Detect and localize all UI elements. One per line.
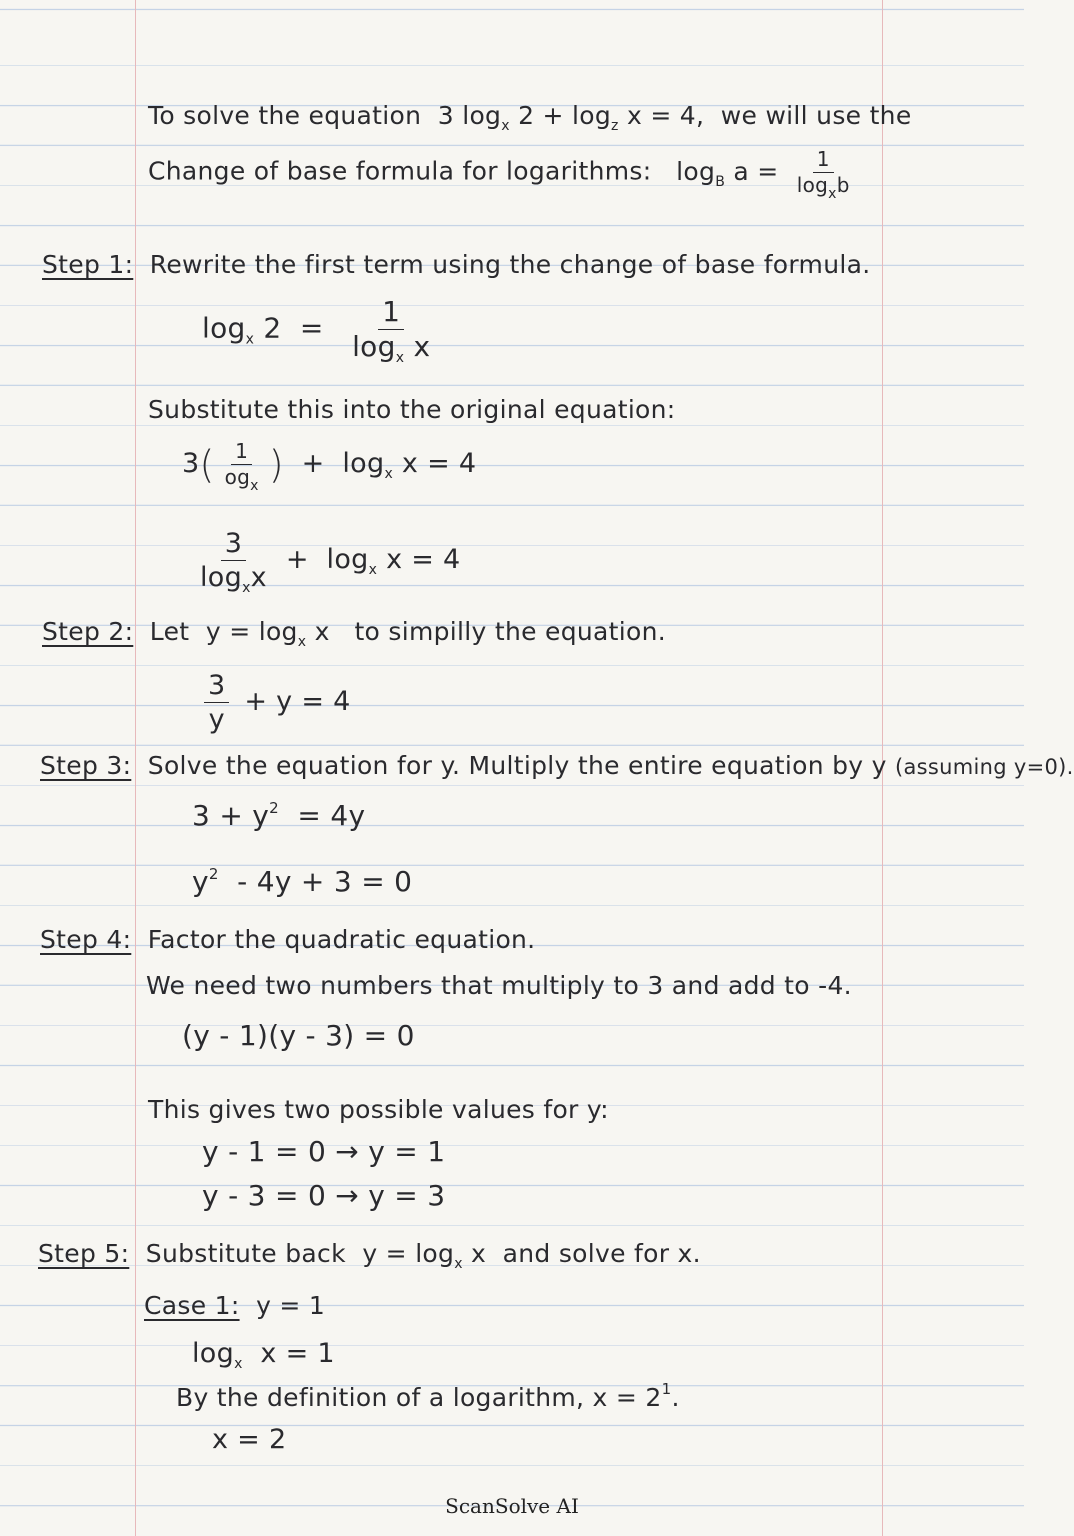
step4-heading: Step 4: Factor the quadratic equation. bbox=[40, 925, 536, 954]
factored-equation: (y - 1)(y - 3) = 0 bbox=[182, 1019, 415, 1052]
intro-line-2: Change of base formula for logarithms: $\log_B a$ = $\frac{1}{\log_xb}$ bbox=[148, 148, 860, 197]
substituted-equation-1: 3( $\frac{1}{og_x}$ ) + $\log_x x = 4$ bbox=[182, 439, 477, 494]
intro-line-1: To solve the equation 3 $\log_x 2 + \log_z x = 4$, we will use the bbox=[148, 101, 912, 134]
step1-heading: Step 1: Rewrite the first term using the change of base formula. bbox=[42, 250, 871, 279]
definition-text: By the definition of a logarithm, $x = 2^1$. bbox=[176, 1380, 680, 1412]
step2-heading: Step 2: Let $y = \log_x x$ to simpilly the equation. bbox=[42, 617, 666, 650]
step3-label: Step 3: bbox=[40, 751, 132, 780]
step1-equation: $\log_x 2$ = $\frac{1}{\log_x x}$ bbox=[202, 296, 440, 363]
case1-result: x = 2 bbox=[212, 1424, 287, 1455]
value-2: y - 3 = 0 → y = 3 bbox=[202, 1179, 446, 1212]
step1-fraction: $\frac{1}{\log_x x}$ bbox=[352, 295, 431, 367]
case1-heading: Case 1: y = 1 bbox=[144, 1291, 326, 1320]
case1-equation: $\log_x x = 1$ bbox=[192, 1338, 335, 1372]
formula-fraction: $\frac{1}{\log_xb}$ bbox=[796, 147, 850, 202]
step3-heading: Step 3: Solve the equation for y. Multiply the entire equation by y (assuming y=0). bbox=[40, 751, 1074, 780]
value-1: y - 1 = 0 → y = 1 bbox=[202, 1135, 446, 1168]
step5-label: Step 5: bbox=[38, 1239, 130, 1268]
step4-label: Step 4: bbox=[40, 925, 132, 954]
step5-heading: Step 5: Substitute back $y = \log_x x$ and solve for x. bbox=[38, 1239, 701, 1272]
step2-label: Step 2: bbox=[42, 617, 134, 646]
step1-label: Step 1: bbox=[42, 250, 134, 279]
step4-explanation: We need two numbers that multiply to 3 and add to -4. bbox=[146, 971, 852, 1000]
step2-equation: $\frac{3}{y}$ + y = 4 bbox=[198, 670, 351, 735]
change-of-base-formula: $\log_B a$ = $\frac{1}{\log_xb}$ bbox=[676, 157, 860, 186]
step3-equation-1: $3 + y^2 = 4y$ bbox=[192, 799, 366, 832]
watermark-footer: ScanSolve AI bbox=[445, 1494, 579, 1518]
step3-equation-2: $y^2 - 4y + 3 = 0$ bbox=[192, 865, 413, 898]
substitute-text: Substitute this into the original equation: bbox=[148, 395, 676, 424]
two-values-text: This gives two possible values for y: bbox=[148, 1095, 609, 1124]
case1-label: Case 1: bbox=[144, 1291, 240, 1320]
substituted-equation-2: $\frac{3}{\log_xx}$ + $\log_x x = 4$ bbox=[200, 528, 461, 597]
